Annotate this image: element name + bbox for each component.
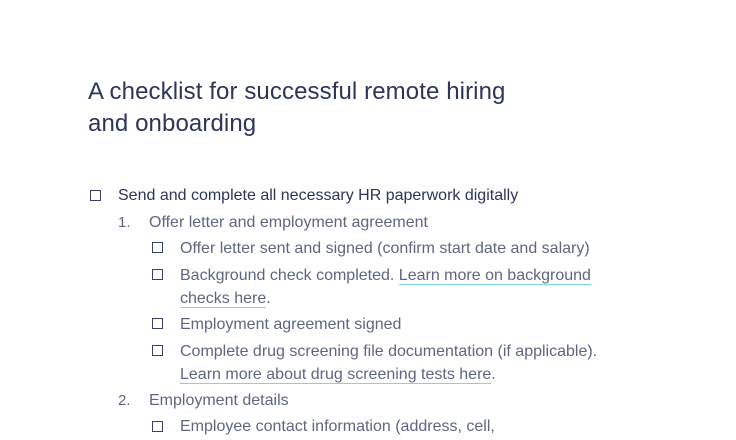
page-title (88, 76, 608, 140)
checkbox-offer-signed[interactable] (152, 242, 163, 253)
section-2-number: 2. (118, 392, 131, 409)
checklist-item-agreement: Employment agreement signed (180, 316, 402, 333)
section-1-label: Offer letter and employment agreement (149, 214, 428, 231)
checklist-item-drug-screening-cont (180, 363, 496, 386)
checklist-item-contact-info: Employee contact information (address, cell, (180, 418, 495, 435)
drug-period: . (491, 366, 496, 383)
background-link-cont[interactable]: checks here (180, 290, 267, 307)
background-text: Background check completed. (180, 267, 395, 284)
checkbox-drug-screening[interactable] (152, 345, 163, 356)
checklist-item-main: Send and complete all necessary HR paperwork digitally (118, 187, 519, 204)
checkbox-main[interactable] (90, 190, 101, 201)
checkbox-background[interactable] (152, 269, 163, 280)
section-2-label: Employment details (149, 392, 289, 409)
checklist-item-background (180, 264, 591, 287)
drug-screening-link[interactable]: Learn more about drug screening tests here (180, 366, 492, 383)
checklist-item-drug-screening: Complete drug screening file documentation (if applicable). (180, 343, 598, 360)
title-line-2: and onboarding (88, 110, 257, 137)
checklist-item-background-cont (180, 287, 271, 310)
section-1-number: 1. (118, 214, 131, 231)
checkbox-agreement[interactable] (152, 318, 163, 329)
background-period: . (266, 290, 271, 307)
checklist-item-offer-signed: Offer letter sent and signed (confirm start date and salary) (180, 240, 590, 257)
title-line-1: A checklist for successful remote hiring (88, 78, 506, 105)
checkbox-contact-info[interactable] (152, 421, 163, 432)
background-link[interactable]: Learn more on background (398, 267, 591, 284)
